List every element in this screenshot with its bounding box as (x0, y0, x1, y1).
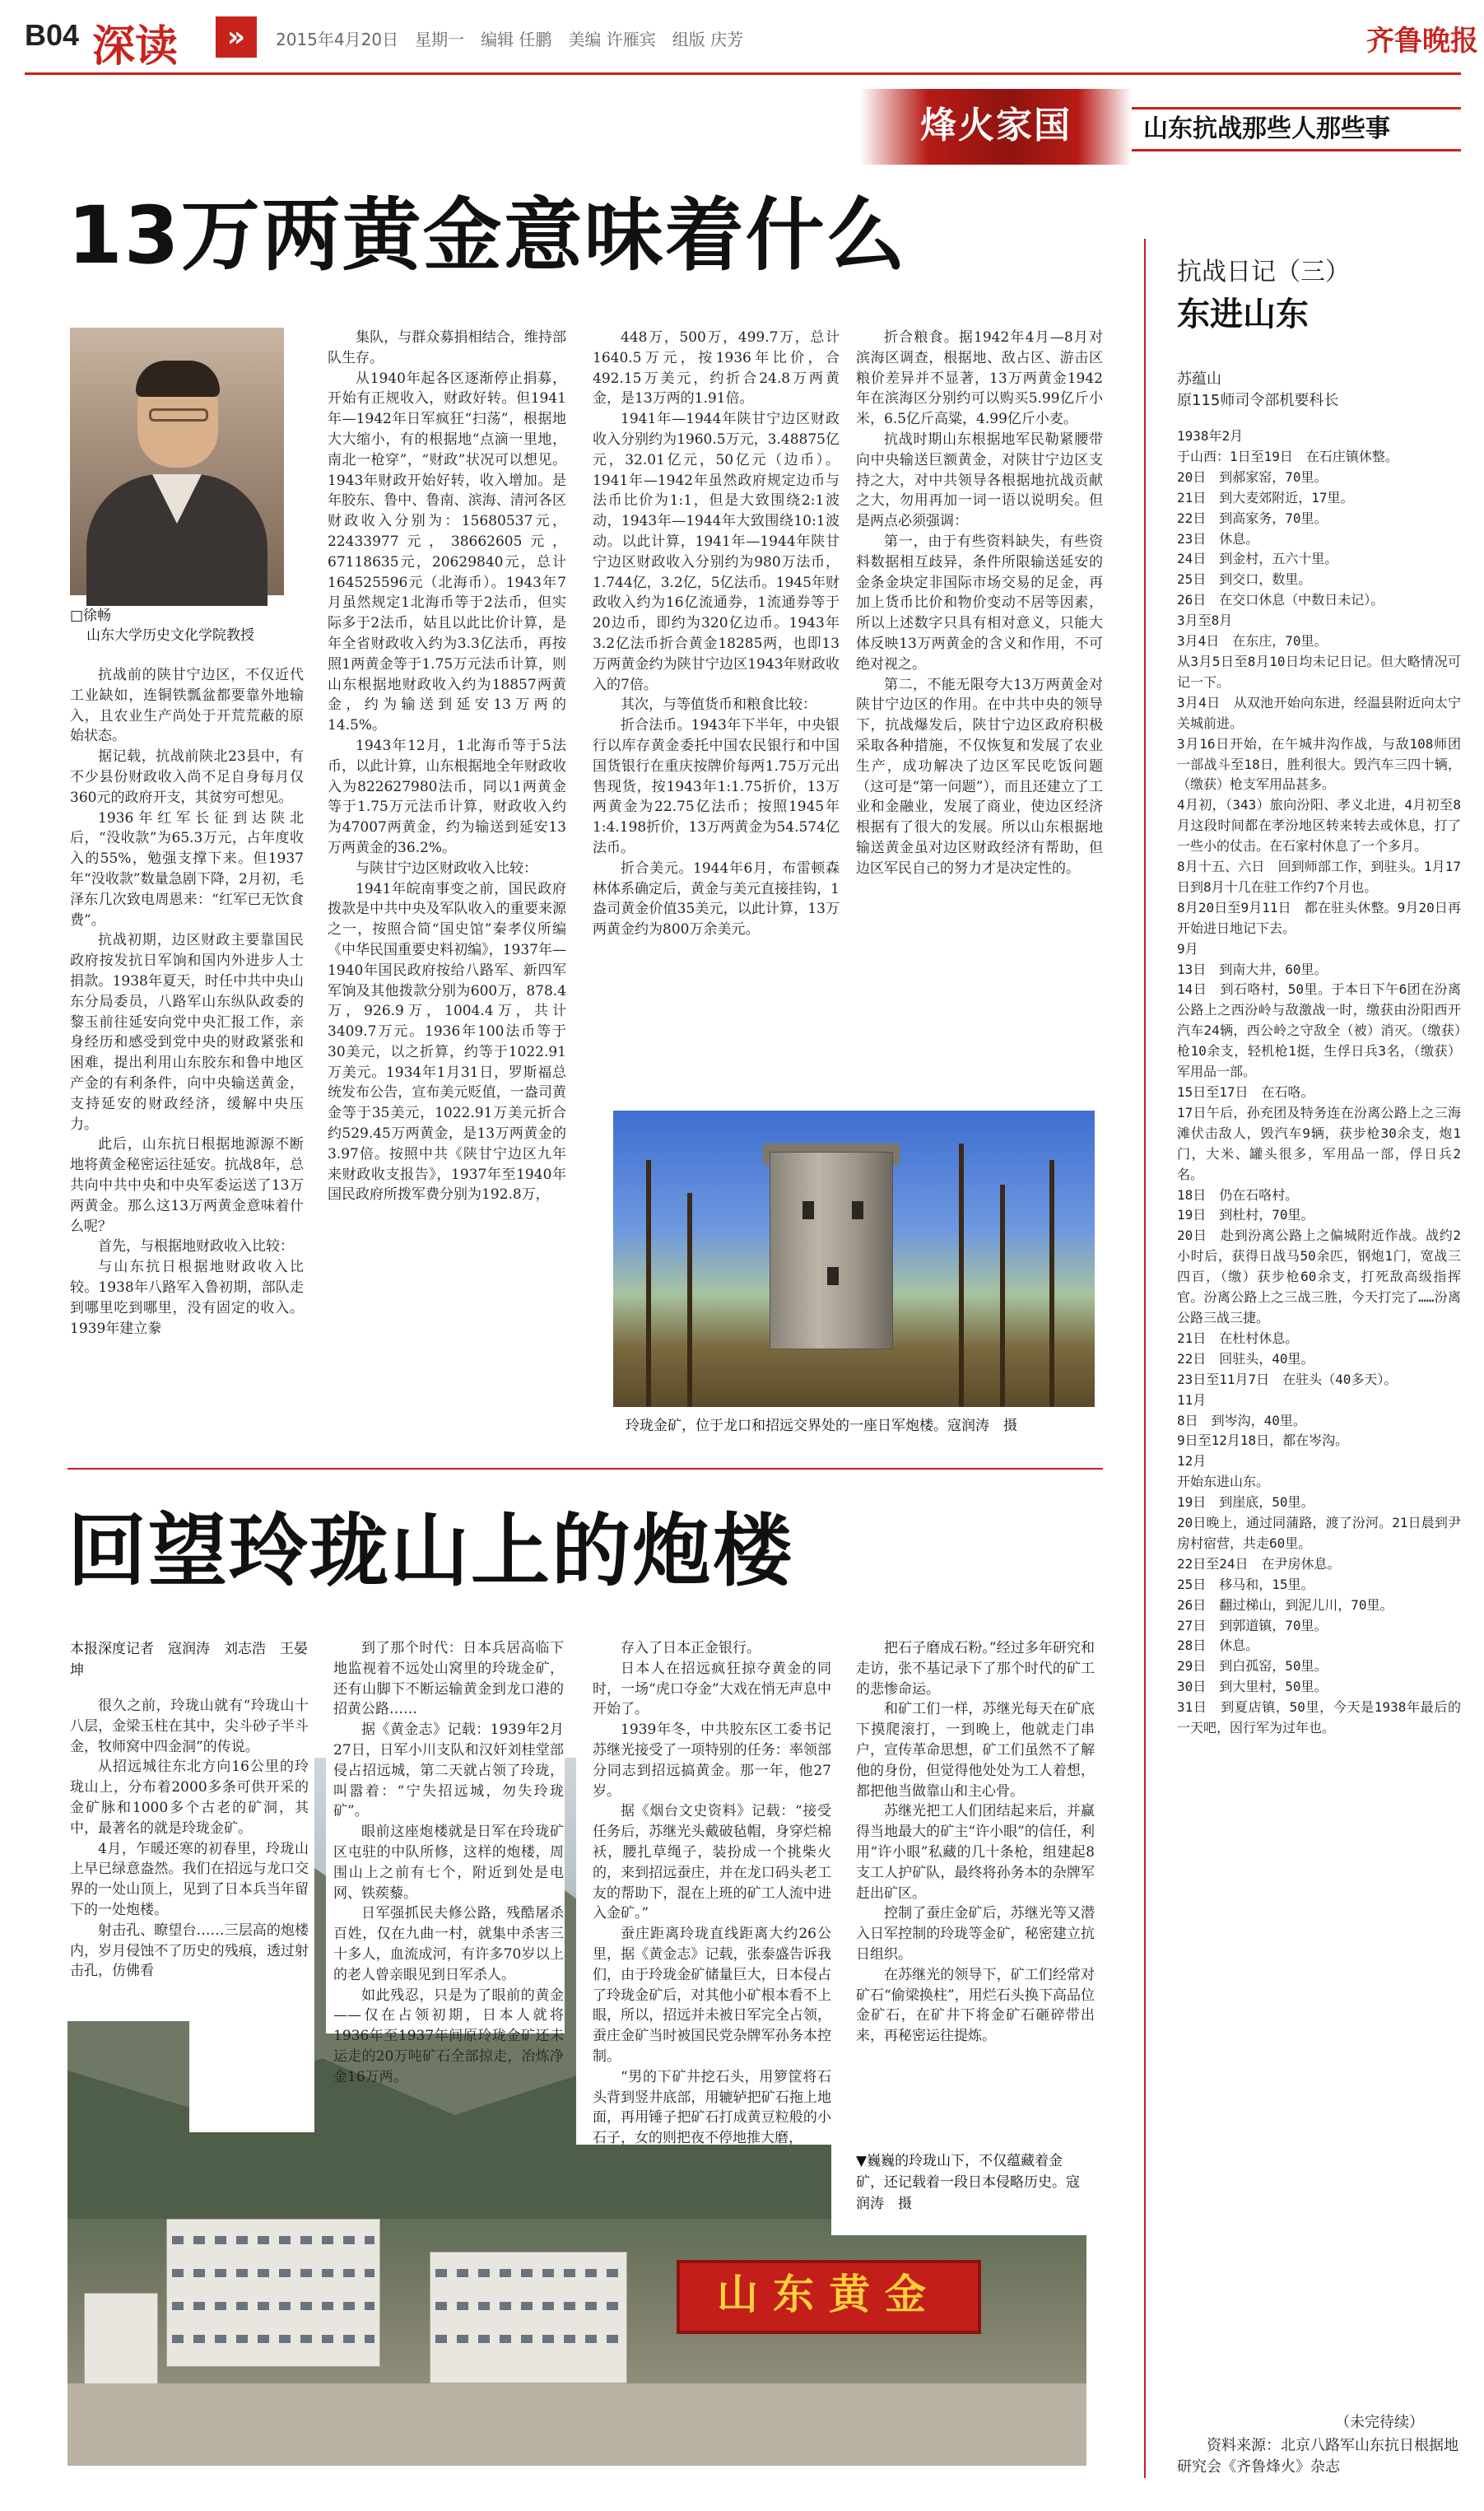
diary-entry: 于山西：1日至19日 在石庄镇休整。 (1177, 448, 1398, 464)
diary-entry: 从3月5日至8月10日均未记日记。但大略情况可记一下。 (1177, 653, 1461, 690)
diary-entry: 26日 在交口休息（中数日未记）。 (1177, 592, 1384, 608)
article2-column-3 (593, 1638, 831, 2233)
header-rule (25, 72, 1461, 75)
diary-series: 抗战日记（三） (1177, 258, 1350, 287)
diary-entry: 20日晚上，通过同蒲路，渡了汾河。21日晨到尹房村宿营，共走60里。 (1177, 1515, 1461, 1551)
paragraph: 从1940年起各区逐渐停止捐募，开始有正规收入，财政好转。但1941年—1942年日军疯狂“扫荡”，根据地大大缩小，有的根据地“点滴一里地，南北一枪穿”，“财政”状况可以想见。1943年财政开始好转，收入增加。是年胶东、鲁中、鲁南、滨海、清河各区财政收入分别为：15680537元，22433977元，38662605元，67118635元，20629840元，总计164525596元（北海币）。1943年7月虽然规定1北海币等于2法币，但实际多于2法币，姑且以此比价计算，是年全省财政收入约为3.3亿法币，再按照1两黄金等于1.75万元法币计算，则山东根据地财政收入约为18857两黄金，约为输送到延安13万两的14.5%。 (328, 370, 566, 734)
paragraph: 射击孔、瞭望台……三层高的炮楼内，岁月侵蚀不了历史的残痕，透过射击孔，仿佛看 (70, 1922, 309, 1980)
diary-entry: 21日 到大麦郊附近，17里。 (1177, 489, 1354, 505)
article1-headline: 13万两黄金意味着什么 (67, 189, 907, 282)
paragraph: 抗战前的陕甘宁边区，不仅近代工业缺如，连铜铁瓢盆都要靠外地输入，且农业生产尚处于开荒荒蔽的原始状态。 (70, 667, 304, 745)
diary-entry: 21日 在杜村休息。 (1177, 1330, 1299, 1346)
diary-entry: 3月至8月 (1177, 613, 1233, 629)
diary-entry: 8日 到岑沟，40里。 (1177, 1412, 1306, 1428)
author-title: 山东大学历史文化学院教授 (86, 627, 254, 644)
diary-entry: 8月十五、六日 回到师部工作，到驻头。1月17日到8月十几在驻工作约7个月也。 (1177, 859, 1461, 895)
paragraph: 从招远城往东北方向16公里的玲珑山上，分布着2000多条可供开采的金矿脉和1000多个古老的矿洞，其中，最著名的就是玲珑金矿。 (70, 1759, 309, 1837)
paragraph: 如此残忍，只是为了眼前的黄金——仅在占领初期，日本人就将1936年至1937年间原玲珑金矿还未运走的20万吨矿石全部掠走，冶炼净金16万两。 (333, 1987, 564, 2085)
paragraph: 4月，乍暖还寒的初春里，玲珑山上早已绿意盎然。我们在招远与龙口交界的一处山顶上，见到了日本兵当年留下的一处炮楼。 (70, 1840, 309, 1918)
paragraph: 日军强抓民夫修公路，残酷屠杀百姓，仅在九曲一村，就集中杀害三十多人，血流成河，有许多70岁以上的老人曾亲眼见到日军杀人。 (333, 1905, 564, 1983)
diary-entries (1177, 426, 1461, 2402)
paragraph: 第一，由于有些资料缺失，有些资料数据相互歧异，条件所限输送延安的金条金块定非国际市场交易的足金，再加上货币比价和物价变动不居等因素，所以上述数字只具有相对意义，只能大体反映13万两黄金的含义和作用，不可绝对视之。 (856, 533, 1103, 673)
paragraph: 蚕庄距离玲珑直线距离大约26公里，据《黄金志》记载，张泰盛告诉我们，由于玲珑金矿储量巨大，日本侵占了玲珑金矿后，对其他小矿根本看不上眼，所以，招远并未被日军完全占领，蚕庄金矿当时被国民党杂牌军孙务本控制。 (593, 1926, 831, 2065)
paragraph: 折合法币。1943年下半年，中央银行以库存黄金委托中国农民银行和中国国货银行在重庆按牌价每两1.75万元出售现货，按1943年1:1.75折价，13万两黄金为22.75亿法币；按照1945年1:4.198折价，13万两黄金为54.574亿法币。 (593, 717, 840, 856)
diary-entry: 25日 移马和，15里。 (1177, 1576, 1314, 1592)
paragraph: 折合粮食。据1942年4月—8月对滨海区调查，根据地、敌占区、游击区粮价差异并不显著，13万两黄金1942年在滨海区分别约可以购买5.99亿斤小米，6.5亿斤高粱，4.99亿斤小麦。 (856, 329, 1103, 428)
diary-entry: 22日 到高家务，70里。 (1177, 510, 1328, 526)
paragraph: 到了那个时代：日本兵居高临下地监视着不远处山窝里的玲珑金矿，还有山脚下不断运输黄金到龙口港的招黄公路…… (333, 1640, 564, 1718)
paragraph: “男的下矿井挖石头，用箩筐将石头背到竖井底部，用辘轳把矿石拖上地面，再用锤子把矿石打成黄豆粒般的小石子，女的则把夜不停地推大磨， (593, 2068, 831, 2147)
diary-entry: 26日 翻过梯山，到泥儿川，70里。 (1177, 1596, 1393, 1613)
mine-sign: 山东黄金 (717, 2271, 941, 2318)
diary-author-title: 原115师司令部机要科长 (1177, 392, 1339, 409)
diary-entry: 17日午后，孙充团及特务连在汾离公路上之三海滩伏击敌人，毁汽车9辆，获步枪30余支，炮1门，大米、罐头很多，军用品一部，俘日兵2名。 (1177, 1104, 1461, 1182)
article2-headline: 回望玲珑山上的炮楼 (67, 1505, 793, 1597)
article1-author (70, 606, 317, 645)
diary-entry: 20日 到郝家窑，70里。 (1177, 468, 1328, 485)
author-name: □徐畅 (70, 608, 112, 624)
paragraph: 1941年—1944年陕甘宁边区财政收入分别约为1960.5万元，3.48875亿元，32.01亿元，50亿元（边币）。1941年—1942年虽然政府规定边币与法币比价为1:1，但是大致围绕2:1波动，1943年—1944年大致围绕10:1波动。以此计算，1941年—1944年陕甘宁边区财政收入分别约为980万法币，1.744亿，3.2亿，5亿法币。1945年财政收入约为16亿流通券，1流通券等于20边币，即约为320亿边币。1943年3.2亿法币折合黄金18285两，也即13万两黄金约为陕甘宁边区1943年财政收入的7倍。 (593, 411, 840, 693)
paragraph: 在苏继光的领导下，矿工们经常对矿石“偷梁换柱”，用烂石头换下高品位金矿石，在矿井下将金矿石砸碎带出来，再秘密运往提炼。 (856, 1966, 1095, 2045)
diary-entry: 29日 到白孤窑，50里。 (1177, 1658, 1328, 1675)
article1-column-1 (70, 665, 304, 1480)
paragraph: 1939年冬，中共胶东区工委书记苏继光接受了一项特别的任务：率领部分同志到招远搞黄金。那一年，他27岁。 (593, 1721, 831, 1800)
paragraph: 抗战初期，边区财政主要靠国民政府按发抗日军饷和国内外进步人士捐款。1938年夏天，时任中共中央山东分局委员，八路军山东纵队政委的黎玉前往延安向党中央汇报工作，亲身经历和感受到党中央的财政紧张和困难，提出利用山东胶东和鲁中地区产金的有利条件，向中央输送黄金，支持延安的财政经济，缓解中央压力。 (70, 932, 304, 1133)
paragraph: 存入了日本正金银行。 (621, 1640, 761, 1656)
paragraph: 与陕甘宁边区财政收入比较： (356, 860, 537, 877)
section-title: 深读 (92, 22, 179, 72)
paragraph: 控制了蚕庄金矿后，苏继光等又潜入日军控制的玲珑等金矿，秘密建立抗日组织。 (856, 1905, 1095, 1963)
paragraph: 据记载，抗战前陕北23县中，有不少县份财政收入尚不足自身每月仅360元的政府开支，其贫穷可想见。 (70, 748, 304, 806)
diary-entry: 8月20日至9月11日 都在驻头休整。9月20日再开始进日地记下去。 (1177, 899, 1461, 936)
photo2-caption: ▼巍巍的玲珑山下，不仅蕴藏着金矿，还记载着一段日本侵略历史。寇润涛 摄 (856, 2150, 1086, 2231)
diary-entry: 24日 到金村，五六十里。 (1177, 551, 1338, 567)
diary-entry: 22日 回驻头，40里。 (1177, 1350, 1314, 1367)
article2-column-2 (333, 1638, 564, 2085)
paragraph: 折合美元。1944年6月，布雷顿森林体系确定后，黄金与美元直接挂钩，1盎司黄金价值35美元，以此计算，13万两黄金约为800万余美元。 (593, 860, 840, 939)
diary-entry: 25日 到交口，数里。 (1177, 571, 1312, 588)
diary-entry: 12月 (1177, 1453, 1207, 1470)
diary-entry: 30日 到大里村，50里。 (1177, 1679, 1328, 1695)
paragraph: 1936年红军长征到达陕北后，“没收款”为65.3万元，占年度收入的55%，勉强支撑下来。但1937年“没收款”数量急剧下降，2月初，毛泽东几次致电周恩来：“红军已无饮食费”。 (70, 809, 304, 929)
paragraph: 448万，500万，499.7万，总计1640.5万元，按1936年比价，合492.15万美元，约折合24.8万两黄金，是13万两的1.91倍。 (593, 329, 840, 408)
article1-column-3 (593, 328, 840, 1097)
paragraph: 集队，与群众募捐相结合，维持部队生存。 (328, 329, 566, 366)
diary-source: 资料来源：北京八路军山东抗日根据地研究会《齐鲁烽火》杂志 (1177, 2437, 1458, 2476)
diary-author-block (1177, 369, 1457, 412)
diary-tbc: （未完待续） (1335, 2414, 1424, 2431)
paragraph: 把石子磨成石粉。”经过多年研究和走访，张不基记录下了那个时代的矿工的悲惨命运。 (856, 1640, 1095, 1698)
paragraph: 很久之前，玲珑山就有“玲珑山十八层，金梁玉柱在其中，尖斗砂子半斗金，牧师窝中四金洞”的传说。 (70, 1698, 309, 1755)
diary-entry: 27日 到郭道镇，70里。 (1177, 1617, 1328, 1633)
diary-entry: 31日 到夏店镇，50里，今天是1938年最后的一天吧，因行军为过年也。 (1177, 1699, 1461, 1736)
article1-column-4 (856, 328, 1103, 1097)
diary-entry: 15日至17日 在石咯。 (1177, 1084, 1314, 1100)
diary-title: 东进山东 (1177, 296, 1309, 333)
paragraph: 抗战时期山东根据地军民勒紧腰带向中央输送巨额黄金，对陕甘宁边区支持之大，对中共领导各根据地抗战贡献之大，勿用再加一词一语以说明矣。但是两点必须强调： (856, 431, 1103, 530)
diary-entry: 3月4日 在东庄，70里。 (1177, 633, 1328, 650)
column-banner: 烽火家国 (860, 89, 1132, 165)
paragraph: 据《黄金志》记载：1939年2月27日，日军小川支队和汉奸刘桂堂部侵占招远城，第二天就占领了玲珑，叫嚣着：“宁失招远城，勿失玲珑矿”。 (333, 1721, 564, 1820)
diary-entry: 18日 仍在石咯村。 (1177, 1186, 1299, 1203)
photo-watchtower (613, 1111, 1095, 1407)
diary-entry: 23日至11月7日 在驻头（40多天）。 (1177, 1371, 1398, 1387)
paragraph: 和矿工们一样，苏继光每天在矿底下摸爬滚打，一到晚上，他就走门串户，宣传革命思想，矿工们虽然不了解他的身份，但觉得他处处为工人着想，都把他当做靠山和主心骨。 (856, 1701, 1095, 1800)
diary-entry: 3月4日 从双池开始向东进，经温县附近向太宁关城前进。 (1177, 694, 1461, 731)
article2-column-1 (70, 1696, 309, 2137)
column-subtitle: 山东抗战那些人那些事 (1132, 107, 1461, 151)
article2-byline: 本报深度记者 寇润涛 刘志浩 王晏坤 (70, 1641, 308, 1679)
paragraph: 其次，与等值货币和粮食比较： (621, 696, 816, 714)
paragraph: 眼前这座炮楼就是日军在玲珑矿区屯驻的中队所修，这样的炮楼，周围山上之前有七个，附近到处是电网、铁蒺藜。 (333, 1824, 564, 1902)
chevron-icon: » (216, 16, 257, 58)
diary-author: 苏蕴山 (1177, 370, 1221, 388)
diary-entry: 19日 到杜村，70里。 (1177, 1207, 1314, 1223)
diary-entry: 19日 到崖底，50里。 (1177, 1494, 1314, 1511)
paragraph: 据《烟台文史资料》记载：“接受任务后，苏继光头戴破毡帽，身穿烂棉袄，腰扎草绳子，装扮成一个挑柴火的，来到招远蚕庄，并在龙口码头老工友的帮助下，混在上班的矿工人流中进入金矿。” (593, 1803, 831, 1922)
paragraph: 苏继光把工人们团结起来后，并赢得当地最大的矿主“许小眼”的信任，利用“许小眼”私藏的几十条枪，组建起8支工人护矿队，最终将孙务本的杂牌军赶出矿区。 (856, 1803, 1095, 1902)
issue-meta: 2015年4月20日 星期一 编辑 任鹏 美编 许雁宾 组版 庆芳 (276, 30, 744, 49)
article1-column-2 (328, 328, 566, 1480)
page-number: B04 (25, 18, 80, 52)
author-portrait (70, 328, 284, 595)
paragraph: 与山东抗日根据地财政收入比较。1938年八路军入鲁初期，部队走到哪里吃到哪里，没有固定的收入。1939年建立豢 (70, 1259, 304, 1337)
diary-entry: 1938年2月 (1177, 428, 1244, 444)
diary-entry: 23日 休息。 (1177, 530, 1259, 547)
paragraph: 1943年12月，1北海币等于5法币，以此计算，山东根据地全年财政收入为822627980法币，同以1两黄金等于1.75万元法币计算，财政收入约为47007两黄金，约为输送到延安13万两黄金的36.2%。 (328, 737, 566, 856)
paragraph: 此后，山东抗日根据地源源不断地将黄金秘密运往延安。抗战8年，总共向中共中央和中央军委运送了13万两黄金。那么这13万两黄金意味着什么呢？ (70, 1136, 304, 1235)
diary-entry: 4月初，（343）旅向汾阳、孝义北进，4月初至8月这段时间都在孝汾地区转来转去或休息，打了一些小的仗击。在石家村休息了一个多月。 (1177, 797, 1461, 855)
diary-entry: 22日至24日 在尹房休息。 (1177, 1555, 1341, 1572)
newspaper-logo: 齐鲁晚报 (1366, 25, 1478, 58)
diary-entry: 开始东进山东。 (1177, 1474, 1270, 1490)
paragraph: 1941年皖南事变之前，国民政府拨款是中共中央及军队收入的重要来源之一，按照合简“国史馆”秦孝仪所编《中华民国重要史料初编》，1937年—1940年国民政府按给八路军、新四军军饷及其他拨款分别为600万，878.4万，926.9万，1004.4万，共计3409.7万元。1936年100法币等于30美元，以之折算，约等于1022.91万美元。1934年1月31日，罗斯福总统发布公告，宣布美元贬值，一盎司黄金等于35美元，1022.91万美元折合约529.45万两黄金，是13万两黄金的3.97倍。按照中共《陕甘宁边区九年来财政收支报告》，1937年至1940年国民政府所拨军费分别为192.8万， (328, 880, 566, 1204)
diary-entry: 3月16日开始，在午城井沟作战，与敌108师团一部战斗至18日，胜利很大。毁汽车三四十辆，（缴获）枪支军用品甚多。 (1177, 735, 1461, 793)
diary-entry: 11月 (1177, 1391, 1207, 1408)
article-divider (67, 1468, 1103, 1470)
photo1-caption: 玲珑金矿，位于龙口和招远交界处的一座日军炮楼。寇润涛 摄 (626, 1418, 1017, 1434)
diary-entry: 14日 到石咯村，50里。于本日下午6团在汾离公路上之西汾岭与敌激战一时，缴获由汾阳西开汽车24辆，西公岭之守敌全（被）消灭。（缴获）枪10余支，轻机枪1挺，生俘日兵3名，（缴获）军用品一部。 (1177, 981, 1461, 1080)
paragraph: 日本人在招远疯狂掠夺黄金的同时，一场“虎口夺金”大戏在悄无声息中开始了。 (593, 1660, 831, 1718)
diary-entry: 28日 休息。 (1177, 1638, 1259, 1654)
diary-entry: 9月 (1177, 940, 1198, 957)
article2-column-4 (856, 1638, 1095, 2141)
diary-entry: 13日 到南大井，60里。 (1177, 961, 1328, 977)
paragraph: 首先，与根据地财政收入比较： (98, 1238, 294, 1256)
diary-entry: 20日 赴到汾离公路上之偏城附近作战。战约2小时后，获得日战马50余匹，钢炮1门，宽战三四百，（缴）获步枪60余支，打死敌高级指挥官。汾离公路上之三战三胜，今天打完了……汾离公路三战三捷。 (1177, 1228, 1461, 1325)
diary-entry: 9日至12月18日，都在岑沟。 (1177, 1433, 1349, 1449)
paragraph: 第二，不能无限夸大13万两黄金对陕甘宁边区的作用。在中共中央的领导下，抗战爆发后，陕甘宁边区政府积极采取各种措施，不仅恢复和发展了农业生产，成功解决了边区军民吃饭问题（这可是“第一问题”），而且还建立了工业和金融业，发展了商业，使边区经济根据有了很大的发展。所以山东根据地输送黄金虽对边区财政经济有帮助，但边区军民自己的努力才是决定性的。 (856, 676, 1103, 877)
sidebar-divider (1144, 239, 1146, 2478)
